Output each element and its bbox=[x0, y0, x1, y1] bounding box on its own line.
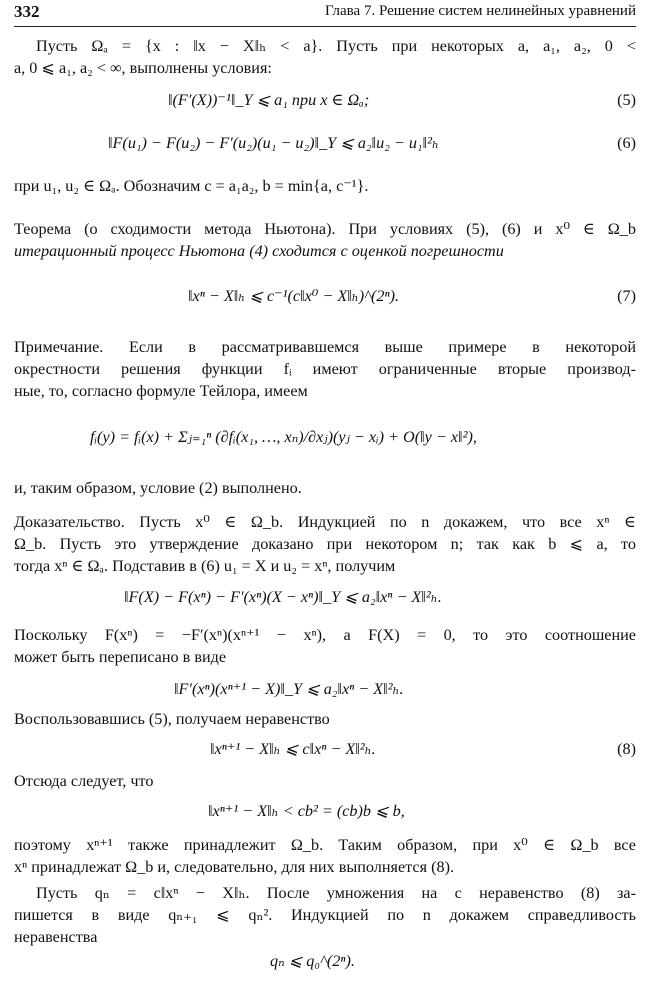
equation-proof-2 bbox=[14, 672, 636, 708]
text-line: a, 0 ⩽ a₁, a₂ < ∞, выполнены условия: bbox=[14, 59, 272, 77]
equation-body: fᵢ(y) = fᵢ(x) + Σⱼ₌₁ⁿ (∂fᵢ(x₁, …, xₙ)/∂xⱼ)(yⱼ − xᵢ) + O(‖y − x‖²), bbox=[90, 428, 477, 446]
equation-8 bbox=[14, 732, 636, 768]
equation-proof-3 bbox=[14, 794, 636, 830]
text-line: может быть переписано в виде bbox=[14, 648, 227, 666]
text-line: Воспользовавшись (5), получаем неравенство bbox=[14, 710, 330, 728]
equation-body: ‖xⁿ⁺¹ − X‖ₕ < cb² = (cb)b ⩽ b, bbox=[208, 802, 405, 820]
text-line: пишется в виде qₙ₊₁ ⩽ qₙ². Индукцией по n докажем справедливость bbox=[14, 906, 636, 924]
theorem-line: итерационный процесс Ньютона (4) сходится с оценкой погрешности bbox=[14, 242, 504, 260]
text-line: Пусть Ωₐ = {x : ‖x − X‖ₕ < a}. Пусть при некоторых a, a₁, a₂, 0 < bbox=[36, 37, 636, 55]
equation-body: ‖xⁿ⁺¹ − X‖ₕ ⩽ c‖xⁿ − X‖²ₕ. bbox=[210, 740, 376, 758]
text-line: при u₁, u₂ ∈ Ωₐ. Обозначим c = a₁a₂, b = min{a, c⁻¹}. bbox=[14, 177, 369, 195]
running-header bbox=[14, 2, 636, 27]
text-line: Пусть qₙ = c‖xⁿ − X‖ₕ. После умножения на c неравенство (8) за- bbox=[36, 884, 636, 902]
equation-number: (6) bbox=[617, 134, 636, 152]
equation-number: (5) bbox=[617, 91, 636, 109]
text-line: и, таким образом, условие (2) выполнено. bbox=[14, 479, 302, 497]
theorem-line: Теорема (о сходимости метода Ньютона). При условиях (5), (6) и x⁰ ∈ Ω_b bbox=[14, 220, 636, 238]
remark-line: ные, то, согласно формуле Тейлора, имеем bbox=[14, 382, 308, 400]
proof-line: Доказательство. Пусть x⁰ ∈ Ω_b. Индукцией по n докажем, что все xⁿ ∈ bbox=[14, 513, 636, 531]
equation-taylor bbox=[14, 420, 636, 456]
equation-proof-1 bbox=[14, 580, 636, 616]
equation-body: ‖F′(xⁿ)(xⁿ⁺¹ − X)‖_Y ⩽ a₂‖xⁿ − X‖²ₕ. bbox=[174, 680, 404, 698]
equation-body: ‖F(X) − F(xⁿ) − F′(xⁿ)(X − xⁿ)‖_Y ⩽ a₂‖xⁿ − X‖²ₕ. bbox=[124, 588, 442, 606]
remark-line: окрестности решения функции fᵢ имеют ограниченные вторые производ- bbox=[14, 360, 636, 378]
running-title: Глава 7. Решение систем нелинейных уравнений bbox=[324, 3, 636, 19]
equation-7 bbox=[14, 279, 636, 315]
text-line: поэтому xⁿ⁺¹ также принадлежит Ω_b. Таким образом, при x⁰ ∈ Ω_b все bbox=[14, 836, 636, 854]
equation-number: (7) bbox=[617, 287, 636, 305]
equation-number: (8) bbox=[617, 740, 636, 758]
remark-line: Примечание. Если в рассматривавшемся выше примере в некоторой bbox=[14, 338, 636, 356]
equation-body: ‖F(u₁) − F(u₂) − F′(u₂)(u₁ − u₂)‖_Y ⩽ a₂‖u₂ − u₁‖²ₕ bbox=[108, 134, 439, 152]
text-line: xⁿ принадлежат Ω_b и, следовательно, для них выполняется (8). bbox=[14, 858, 455, 876]
equation-final bbox=[14, 944, 636, 980]
equation-body: ‖xⁿ − X‖ₕ ⩽ c⁻¹(c‖x⁰ − X‖ₕ)^(2ⁿ). bbox=[188, 287, 400, 305]
proof-line: тогда xⁿ ∈ Ωₐ. Подставив в (6) u₁ = X и u₂ = xⁿ, получим bbox=[14, 557, 396, 575]
proof-line: Ω_b. Пусть это утверждение доказано при некотором n; так как b ⩽ a, то bbox=[14, 535, 636, 553]
text-line: Отсюда следует, что bbox=[14, 772, 154, 790]
equation-body: ‖(F′(X))⁻¹‖_Y ⩽ a₁ при x ∈ Ωₐ; bbox=[168, 91, 370, 109]
equation-5 bbox=[14, 83, 636, 119]
text-line: Поскольку F(xⁿ) = −F′(xⁿ)(xⁿ⁺¹ − xⁿ), а F(X) = 0, то это соотношение bbox=[14, 626, 636, 644]
page-number: 332 bbox=[14, 2, 40, 21]
text-line: неравенства bbox=[14, 928, 98, 946]
equation-6 bbox=[14, 126, 636, 162]
equation-body: qₙ ⩽ q₀^(2ⁿ). bbox=[270, 952, 355, 970]
